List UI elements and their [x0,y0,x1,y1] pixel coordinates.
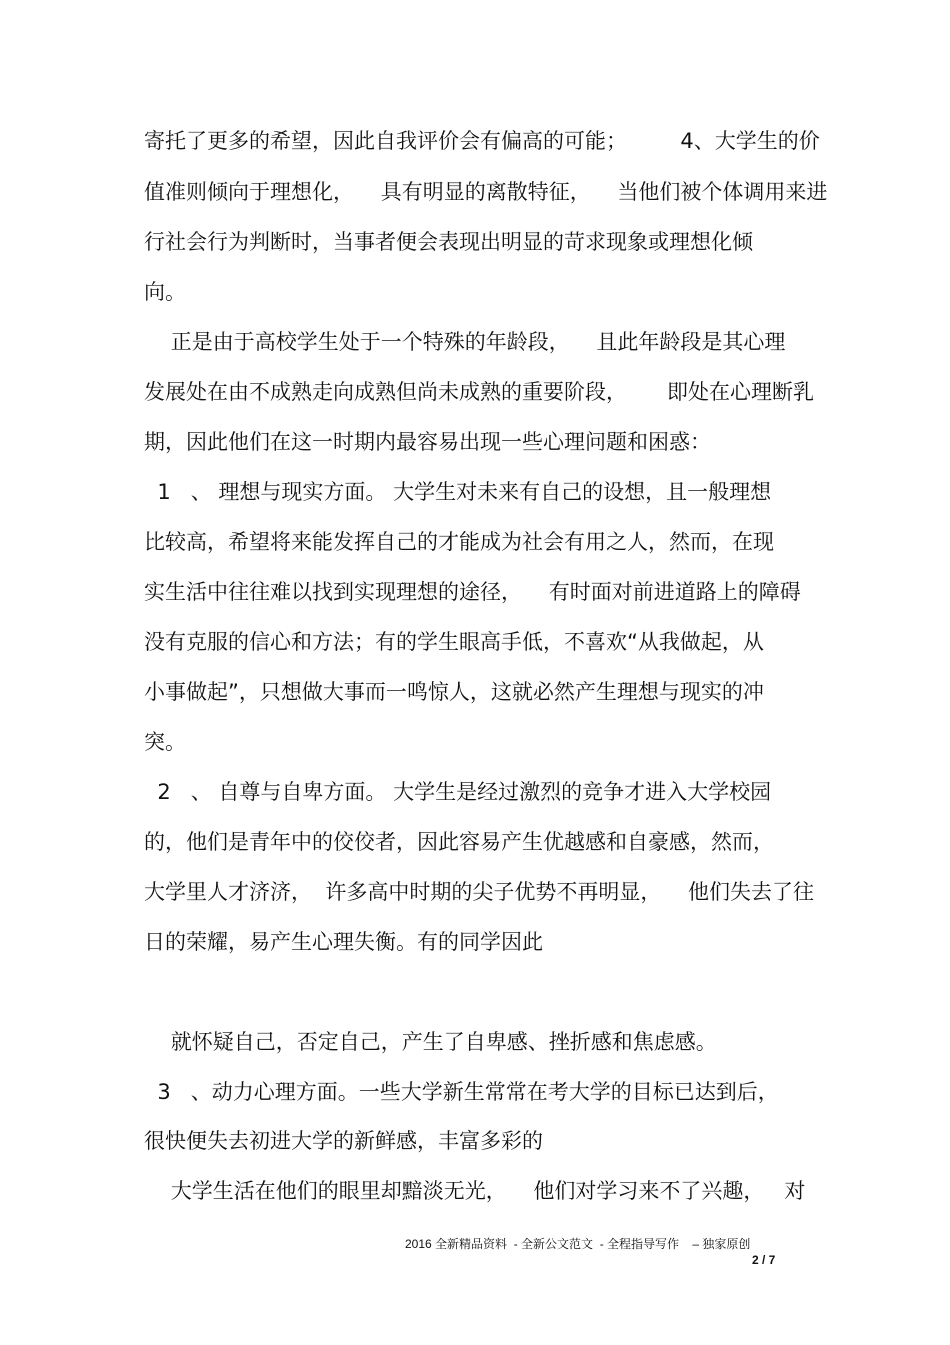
text-line: 向。 [144,280,186,304]
text-line: 寄托了更多的希望，因此自我评价会有偏高的可能； 4、大学生的价 [144,129,820,153]
footer-text: 2016 全新精品资料 - 全新公文范文 - 全程指导写作 – 独家原创 [405,1237,751,1251]
text-line: 就怀疑自己，否定自己，产生了自卑感、挫折感和焦虑感。 [144,1030,717,1054]
text-line: 实生活中往往难以找到实现理想的途径， 有时面对前进道路上的障碍 [144,580,801,604]
text-line: 小事做起”，只想做大事而一鸣惊人，这就必然产生理想与现实的冲 [144,680,764,704]
text-line: 2 、 自尊与自卑方面。 大学生是经过激烈的竞争才进入大学校园 [144,780,772,804]
text-line: 1 、 理想与现实方面。 大学生对未来有自己的设想，且一般理想 [144,480,772,504]
text-line: 大学里人才济济， 许多高中时期的尖子优势不再明显， 他们失去了往 [144,880,815,904]
text-line: 发展处在由不成熟走向成熟但尚未成熟的重要阶段， 即处在心理断乳 [144,380,815,404]
text-line: 日的荣耀，易产生心理失衡。有的同学因此 [144,930,543,954]
text-line: 期，因此他们在这一时期内最容易出现一些心理问题和困惑： [144,430,711,454]
page-number: 2 / 7 [752,1253,776,1267]
text-line: 值准则倾向于理想化， 具有明显的离散特征， 当他们被个体调用来进 [144,180,828,204]
text-line: 没有克服的信心和方法；有的学生眼高手低，不喜欢“从我做起，从 [144,630,764,654]
text-line: 的，他们是青年中的佼佼者，因此容易产生优越感和自豪感，然而， [144,830,774,854]
text-line: 很快便失去初进大学的新鲜感，丰富多彩的 [144,1129,543,1153]
text-line: 大学生活在他们的眼里却黯淡无光， 他们对学习来不了兴趣， 对 [144,1179,806,1203]
text-line: 3 、动力心理方面。一些大学新生常常在考大学的目标已达到后， [144,1080,779,1104]
text-line: 行社会行为判断时，当事者便会表现出明显的苛求现象或理想化倾 [144,230,753,254]
text-line: 比较高，希望将来能发挥自己的才能成为社会有用之人，然而，在现 [144,530,774,554]
text-line: 突。 [144,730,186,754]
text-line: 正是由于高校学生处于一个特殊的年龄段， 且此年龄段是其心理 [144,330,786,354]
